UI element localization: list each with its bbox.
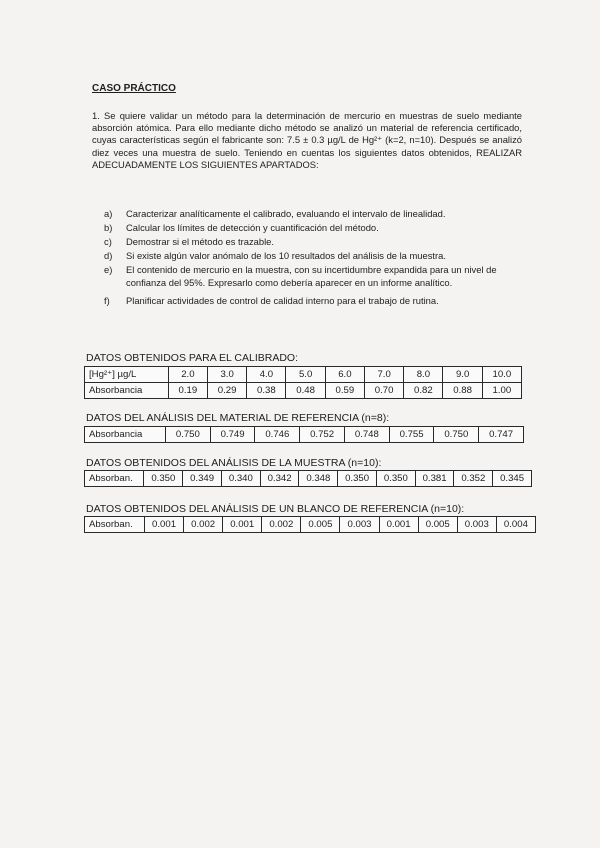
table-cell: 0.350	[338, 471, 377, 487]
table-cell: 0.750	[434, 427, 479, 443]
task-item	[104, 295, 524, 308]
table-cell: 6.0	[325, 367, 364, 383]
table-cell: 8.0	[404, 367, 443, 383]
table-cell: 0.38	[247, 383, 286, 399]
table-cell: 0.005	[301, 517, 340, 533]
table-row	[85, 427, 524, 443]
sample-table	[84, 470, 532, 487]
task-text: El contenido de mercurio en la muestra, con su incertidumbre expandida para un nivel de confianza del 95%. Expresarlo como debería aparecer en un informe analítico.	[126, 264, 497, 288]
task-letter: f)	[104, 294, 110, 306]
table-cell: 1.00	[482, 383, 521, 399]
task-letter: d)	[104, 250, 113, 262]
table-cell-label: [Hg²⁺] µg/L	[85, 367, 169, 383]
table-cell: 0.82	[404, 383, 443, 399]
table-cell: 2.0	[168, 367, 207, 383]
table-cell: 0.002	[184, 517, 223, 533]
task-text: Demostrar si el método es trazable.	[126, 236, 274, 248]
task-letter: a)	[104, 208, 113, 219]
table-cell: 0.752	[300, 427, 345, 443]
table-cell: 4.0	[247, 367, 286, 383]
table-cell: 0.001	[379, 517, 418, 533]
task-text: Calcular los límites de detección y cuantificación del método.	[126, 222, 379, 234]
table-cell: 0.59	[325, 383, 364, 399]
table-cell: 0.749	[210, 427, 255, 443]
page-title: CASO PRÁCTICO	[92, 83, 176, 94]
table-cell: 0.70	[364, 383, 403, 399]
task-letter: e)	[104, 264, 113, 276]
task-text: Si existe algún valor anómalo de los 10 resultados del análisis de la muestra.	[126, 250, 446, 262]
table-cell: 0.345	[493, 471, 532, 487]
task-item	[104, 208, 524, 221]
table-cell: 0.001	[145, 517, 184, 533]
table-cell: 0.004	[496, 517, 535, 533]
table-cell: 5.0	[286, 367, 325, 383]
table-cell: 0.88	[443, 383, 482, 399]
table-cell: 0.003	[457, 517, 496, 533]
table-cell: 0.48	[286, 383, 325, 399]
table-cell: 0.002	[262, 517, 301, 533]
table-cell: 0.29	[207, 383, 246, 399]
table-cell: 0.750	[165, 427, 210, 443]
table-cell: 3.0	[207, 367, 246, 383]
task-item	[104, 250, 524, 263]
task-list	[104, 208, 524, 309]
table-cell: 0.349	[183, 471, 222, 487]
table-cell: 0.352	[454, 471, 493, 487]
table-cell: 0.342	[260, 471, 299, 487]
table-cell: 0.746	[255, 427, 300, 443]
table-cell-label: Absorban.	[85, 471, 144, 487]
calibration-table	[84, 366, 522, 399]
task-letter: b)	[104, 222, 113, 234]
table-cell: 10.0	[482, 367, 521, 383]
table-cell: 0.005	[418, 517, 457, 533]
table-cell-label: Absorbancia	[85, 427, 166, 443]
reference-table	[84, 426, 524, 443]
task-text: Planificar actividades de control de calidad interno para el trabajo de rutina.	[126, 294, 439, 306]
table-row	[85, 367, 522, 383]
table-cell: 0.003	[340, 517, 379, 533]
task-item	[104, 264, 524, 289]
table-cell: 0.340	[221, 471, 260, 487]
table-cell: 0.19	[168, 383, 207, 399]
table-cell: 9.0	[443, 367, 482, 383]
blank-table	[84, 516, 536, 533]
task-item	[104, 236, 524, 249]
table-row	[85, 471, 532, 487]
task-text: Caracterizar analíticamente el calibrado, evaluando el intervalo de linealidad.	[126, 208, 446, 219]
table-cell: 0.001	[223, 517, 262, 533]
table-row	[85, 383, 522, 399]
reference-title: DATOS DEL ANÁLISIS DEL MATERIAL DE REFERENCIA (n=8):	[86, 412, 390, 424]
table-cell: 0.381	[415, 471, 454, 487]
table-cell: 7.0	[364, 367, 403, 383]
task-letter: c)	[104, 236, 112, 248]
table-cell: 0.350	[376, 471, 415, 487]
table-cell: 0.755	[389, 427, 434, 443]
table-cell-label: Absorbancia	[85, 383, 169, 399]
task-item	[104, 222, 524, 235]
table-cell: 0.348	[299, 471, 338, 487]
table-cell: 0.350	[144, 471, 183, 487]
calibration-title: DATOS OBTENIDOS PARA EL CALIBRADO:	[86, 352, 298, 364]
table-row	[85, 517, 536, 533]
sample-title: DATOS OBTENIDOS DEL ANÁLISIS DE LA MUESTRA (n=10):	[86, 457, 382, 469]
problem-statement: 1. Se quiere validar un método para la determinación de mercurio en muestras de suelo mediante absorción atómica. Para ello mediante dicho método se analizó un material de referencia certificado, cuyas características según el fabricante son: 7.5 ± 0.3 µg/L de Hg²⁺ (k=2, n=10). Después se analizó diez veces una muestra de suelo. Teniendo en cuentas los siguientes datos obtenidos, REALIZAR ADECUADAMENTE LOS SIGUIENTES APARTADOS:	[92, 110, 522, 170]
table-cell: 0.747	[479, 427, 524, 443]
table-cell: 0.748	[344, 427, 389, 443]
blank-title: DATOS OBTENIDOS DEL ANÁLISIS DE UN BLANCO DE REFERENCIA (n=10):	[86, 503, 465, 515]
table-cell-label: Absorban.	[85, 517, 145, 533]
